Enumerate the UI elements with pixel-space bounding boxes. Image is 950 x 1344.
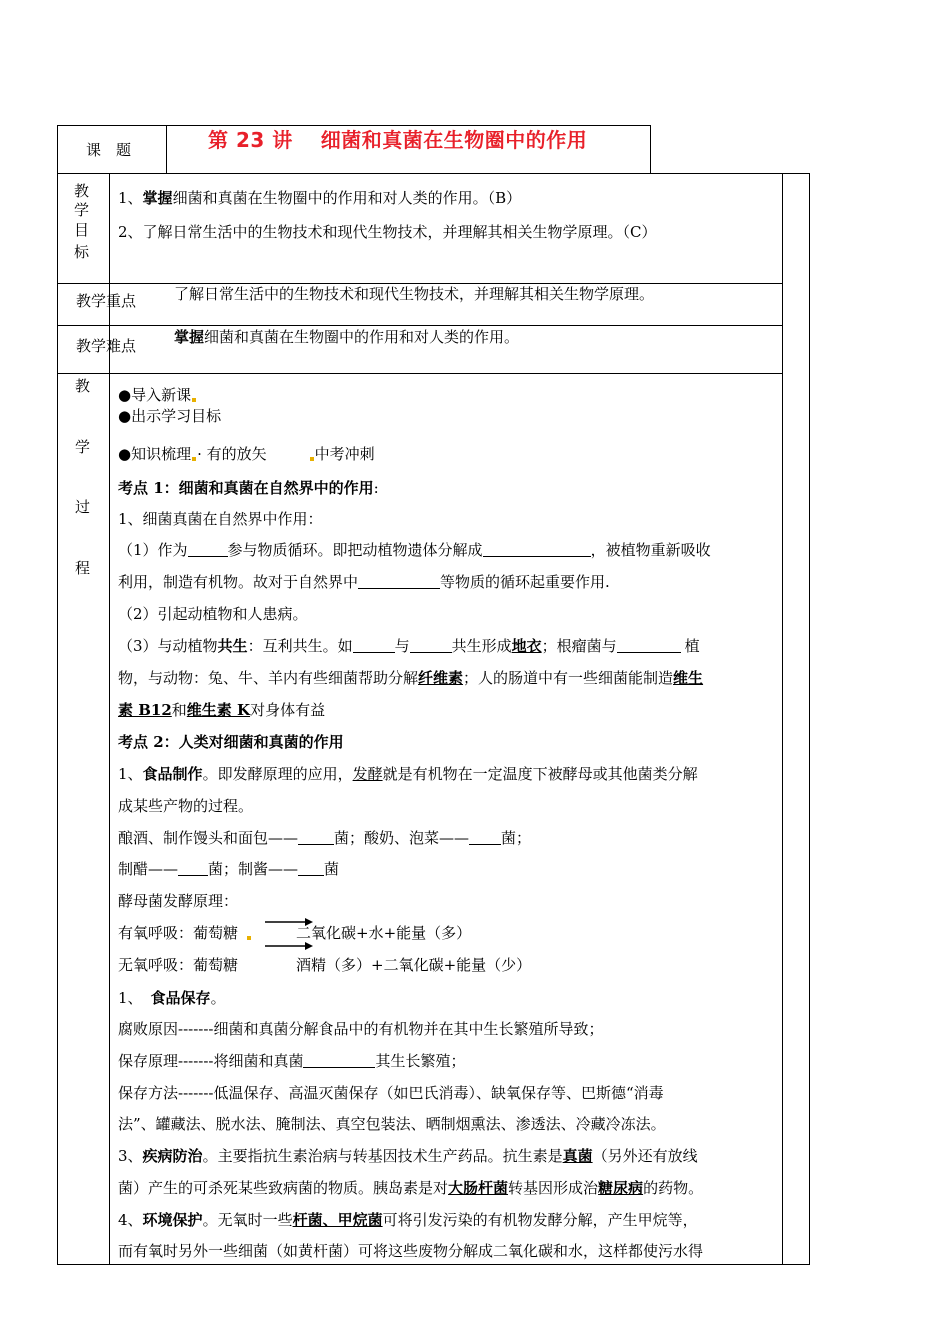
content-right-border <box>782 173 783 1265</box>
text-seg: 参与物质循环。即把动植物遗体分解成 <box>227 541 483 559</box>
goals-label-char-2: 学 <box>74 201 90 219</box>
kp1-line-1: 1、细菌真菌在自然界中作用： <box>118 510 323 528</box>
fill-blank[interactable] <box>188 542 228 557</box>
goals-label-char-3: 目 <box>74 221 90 239</box>
text-seg: 地衣 <box>511 637 542 655</box>
kp1-title-text: 考点 1：细菌和真菌在自然界中的作用 <box>118 479 374 497</box>
kp1-line-2 <box>118 540 711 560</box>
kp2-line-12: 法”、罐藏法、脱水法、腌制法、真空包装法、晒制烟熏法、渗透法、冷藏冷冻法。 <box>118 1115 666 1133</box>
difficulty-rest: 细菌和真菌在生物圈中的作用和对人类的作用。 <box>204 328 520 346</box>
bullet-objectives: ●出示学习目标 <box>118 407 222 425</box>
keypoint-label: 教学重点 <box>76 292 137 310</box>
difficulty-bold: 掌握 <box>174 328 205 346</box>
text-seg: 1、 <box>118 989 143 1007</box>
goals-label-char-1: 教 <box>74 182 90 200</box>
fill-blank[interactable] <box>483 542 591 557</box>
table-top-border <box>57 173 810 174</box>
kp2-line-1 <box>118 764 698 784</box>
text-seg: 有氧呼吸：葡萄糖 <box>118 924 239 942</box>
text-seg: 植 <box>684 637 700 655</box>
text-seg: 杆菌、甲烷菌 <box>292 1211 383 1229</box>
header-left-border <box>57 125 58 174</box>
table-right-border <box>809 173 810 1265</box>
goal-1-num: 1、 <box>118 189 143 207</box>
text-seg: 。无氧时一些 <box>202 1211 293 1229</box>
kp2-aerobic-left <box>118 923 252 943</box>
fill-blank[interactable] <box>298 861 324 876</box>
goal-line-1 <box>118 188 521 208</box>
text-seg: ：互利共生。如 <box>247 637 353 655</box>
fill-blank[interactable] <box>469 830 501 845</box>
kp2-line-10 <box>118 1051 466 1071</box>
text-seg: 食品保存 <box>150 989 211 1007</box>
process-label-char-1: 教 <box>75 377 91 395</box>
fill-blank[interactable] <box>178 861 208 876</box>
kp1-line-3 <box>118 572 610 592</box>
kp2-line-2: 成某些产物的过程。 <box>118 797 254 815</box>
text-seg: 与 <box>394 637 410 655</box>
text-seg: 素 B12 <box>118 701 172 719</box>
header-right-border <box>650 125 651 174</box>
header-label: 课 题 <box>86 141 132 159</box>
goal-1-bold: 掌握 <box>142 189 173 207</box>
header-top-border <box>57 125 651 126</box>
kp2-line-16: 而有氧时另外一些细菌（如黄杆菌）可将这些废物分解成二氧化碳和水，这样都使污水得 <box>118 1242 704 1260</box>
fill-blank[interactable] <box>617 638 681 653</box>
text-seg: 。 <box>210 989 226 1007</box>
bullet-target-text: · 有的放矢 <box>197 445 267 463</box>
text-seg: 真菌 <box>562 1147 593 1165</box>
text-seg: 菌；制酱—— <box>208 860 299 878</box>
difficulty-text <box>174 327 519 347</box>
text-seg: 共生形成 <box>451 637 512 655</box>
table-bottom-border <box>57 1264 810 1265</box>
process-label-char-3: 过 <box>75 498 91 516</box>
text-seg: 就是有机物在一定温度下被酵母或其他菌类分解 <box>382 765 698 783</box>
kp1-title-colon: : <box>373 479 379 497</box>
text-seg: ；人的肠道中有一些细菌能制造 <box>463 669 674 687</box>
text-seg: 菌 <box>324 860 340 878</box>
text-seg: 物，与动物：兔、牛、羊内有些细菌帮助分解 <box>118 669 419 687</box>
text-seg: 可将引发污染的有机物发酵分解，产生甲烷等， <box>382 1211 698 1229</box>
kp2-line-5: 酵母菌发酵原理： <box>118 892 239 910</box>
text-seg: 。即发酵原理的应用， <box>202 765 353 783</box>
text-seg: 其生长繁殖； <box>375 1052 466 1070</box>
difficulty-label: 教学难点 <box>76 337 137 355</box>
kp1-line-6 <box>118 668 703 688</box>
text-seg: ；根瘤菌与 <box>541 637 617 655</box>
text-seg: 酿酒、制作馒头和面包—— <box>118 829 299 847</box>
kp2-title: 考点 2：人类对细菌和真菌的作用 <box>118 733 344 751</box>
kp2-line-3 <box>118 828 531 848</box>
process-label-char-4: 程 <box>75 559 91 577</box>
page-title: 第 23 讲 细菌和真菌在生物圈中的作用 <box>208 128 588 152</box>
kp1-line-4: （2）引起动植物和人患病。 <box>118 605 308 623</box>
text-seg: 利用，制造有机物。故对于自然界中 <box>118 573 359 591</box>
kp2-line-11: 保存方法-------低温保存、高温灭菌保存（如巴氏消毒）、缺氧保存等、巴斯德“消毒 <box>118 1084 664 1102</box>
text-seg: 制醋—— <box>118 860 179 878</box>
row-divider-keypoint <box>57 325 783 326</box>
text-seg: 食品制作 <box>142 765 203 783</box>
kp2-anaerobic-right: 酒精（多）+二氧化碳+能量（少） <box>296 956 532 974</box>
kp2-line-13 <box>118 1146 698 1166</box>
text-seg: 保存原理-------将细菌和真菌 <box>118 1052 304 1070</box>
bullet-intro <box>118 385 197 405</box>
text-seg: 大肠杆菌 <box>448 1179 509 1197</box>
text-seg: 转基因形成治 <box>508 1179 599 1197</box>
kp2-line-9: 腐败原因-------细菌和真菌分解食品中的有机物并在其中生长繁殖所导致； <box>118 1020 604 1038</box>
fill-blank[interactable] <box>353 638 395 653</box>
text-seg: 糖尿病 <box>598 1179 644 1197</box>
text-seg: 和 <box>171 701 187 719</box>
text-seg: 共生 <box>217 637 248 655</box>
bullet-intro-text: ●导入新课 <box>118 386 192 404</box>
table-left-border <box>57 173 58 1265</box>
process-label-char-2: 学 <box>75 438 91 456</box>
kp1-line-5 <box>118 636 700 656</box>
marker-dot <box>310 457 314 461</box>
kp1-line-7 <box>118 700 325 720</box>
fill-blank[interactable] <box>358 574 440 589</box>
text-seg: 菌； <box>501 829 532 847</box>
text-seg: 菌）产生的可杀死某些致病菌的物质。胰岛素是对 <box>118 1179 449 1197</box>
fill-blank[interactable] <box>298 830 334 845</box>
header-divider <box>166 125 167 174</box>
text-seg: ，被植物重新吸收 <box>590 541 711 559</box>
kp2-line-15 <box>118 1210 698 1230</box>
text-seg: 疾病防治 <box>142 1147 203 1165</box>
text-seg: 环境保护 <box>142 1211 203 1229</box>
text-seg: （3）与动植物 <box>118 637 218 655</box>
kp2-line-4 <box>118 859 339 879</box>
text-seg: 3、 <box>118 1147 143 1165</box>
goals-label-char-4: 标 <box>74 243 90 261</box>
goal-line-2: 2、了解日常生活中的生物技术和现代生物技术，并理解其相关生物学原理。（C） <box>118 223 657 241</box>
text-seg: 维生素 K <box>186 701 251 719</box>
keypoint-text: 了解日常生活中的生物技术和现代生物技术，并理解其相关生物学原理。 <box>174 285 655 303</box>
goal-1-rest: 细菌和真菌在生物圈中的作用和对人类的作用。（B） <box>172 189 522 207</box>
kp2-anaerobic-left: 无氧呼吸：葡萄糖 <box>118 956 239 974</box>
text-seg: 等物质的循环起重要作用. <box>440 573 610 591</box>
text-seg: 的药物。 <box>643 1179 704 1197</box>
bullet-knowledge <box>118 444 375 464</box>
kp1-title <box>118 478 379 498</box>
kp2-line-14 <box>118 1178 703 1198</box>
marker-dot <box>192 398 196 402</box>
row-divider-difficulty <box>57 373 783 374</box>
text-seg: 纤维素 <box>418 669 464 687</box>
kp2-line-8 <box>118 988 226 1008</box>
text-seg: 发酵 <box>352 765 383 783</box>
text-seg: 1、 <box>118 765 143 783</box>
marker-dot <box>192 457 196 461</box>
text-seg: 对身体有益 <box>250 701 326 719</box>
bullet-sprint-text: 中考冲刺 <box>314 445 375 463</box>
text-seg: 。主要指抗生素治病与转基因技术生产药品。抗生素是 <box>202 1147 563 1165</box>
fill-blank[interactable] <box>410 638 452 653</box>
fill-blank[interactable] <box>303 1053 375 1068</box>
text-seg: 维生 <box>673 669 704 687</box>
text-seg: 菌；酸奶、泡菜—— <box>334 829 470 847</box>
bullet-knowledge-text: ●知识梳理 <box>118 445 192 463</box>
kp2-aerobic-right: 二氧化碳+水+能量（多） <box>296 924 472 942</box>
text-seg: （1）作为 <box>118 541 188 559</box>
text-seg: （另外还有放线 <box>592 1147 698 1165</box>
text-seg: 4、 <box>118 1211 143 1229</box>
marker-dot <box>247 936 251 940</box>
